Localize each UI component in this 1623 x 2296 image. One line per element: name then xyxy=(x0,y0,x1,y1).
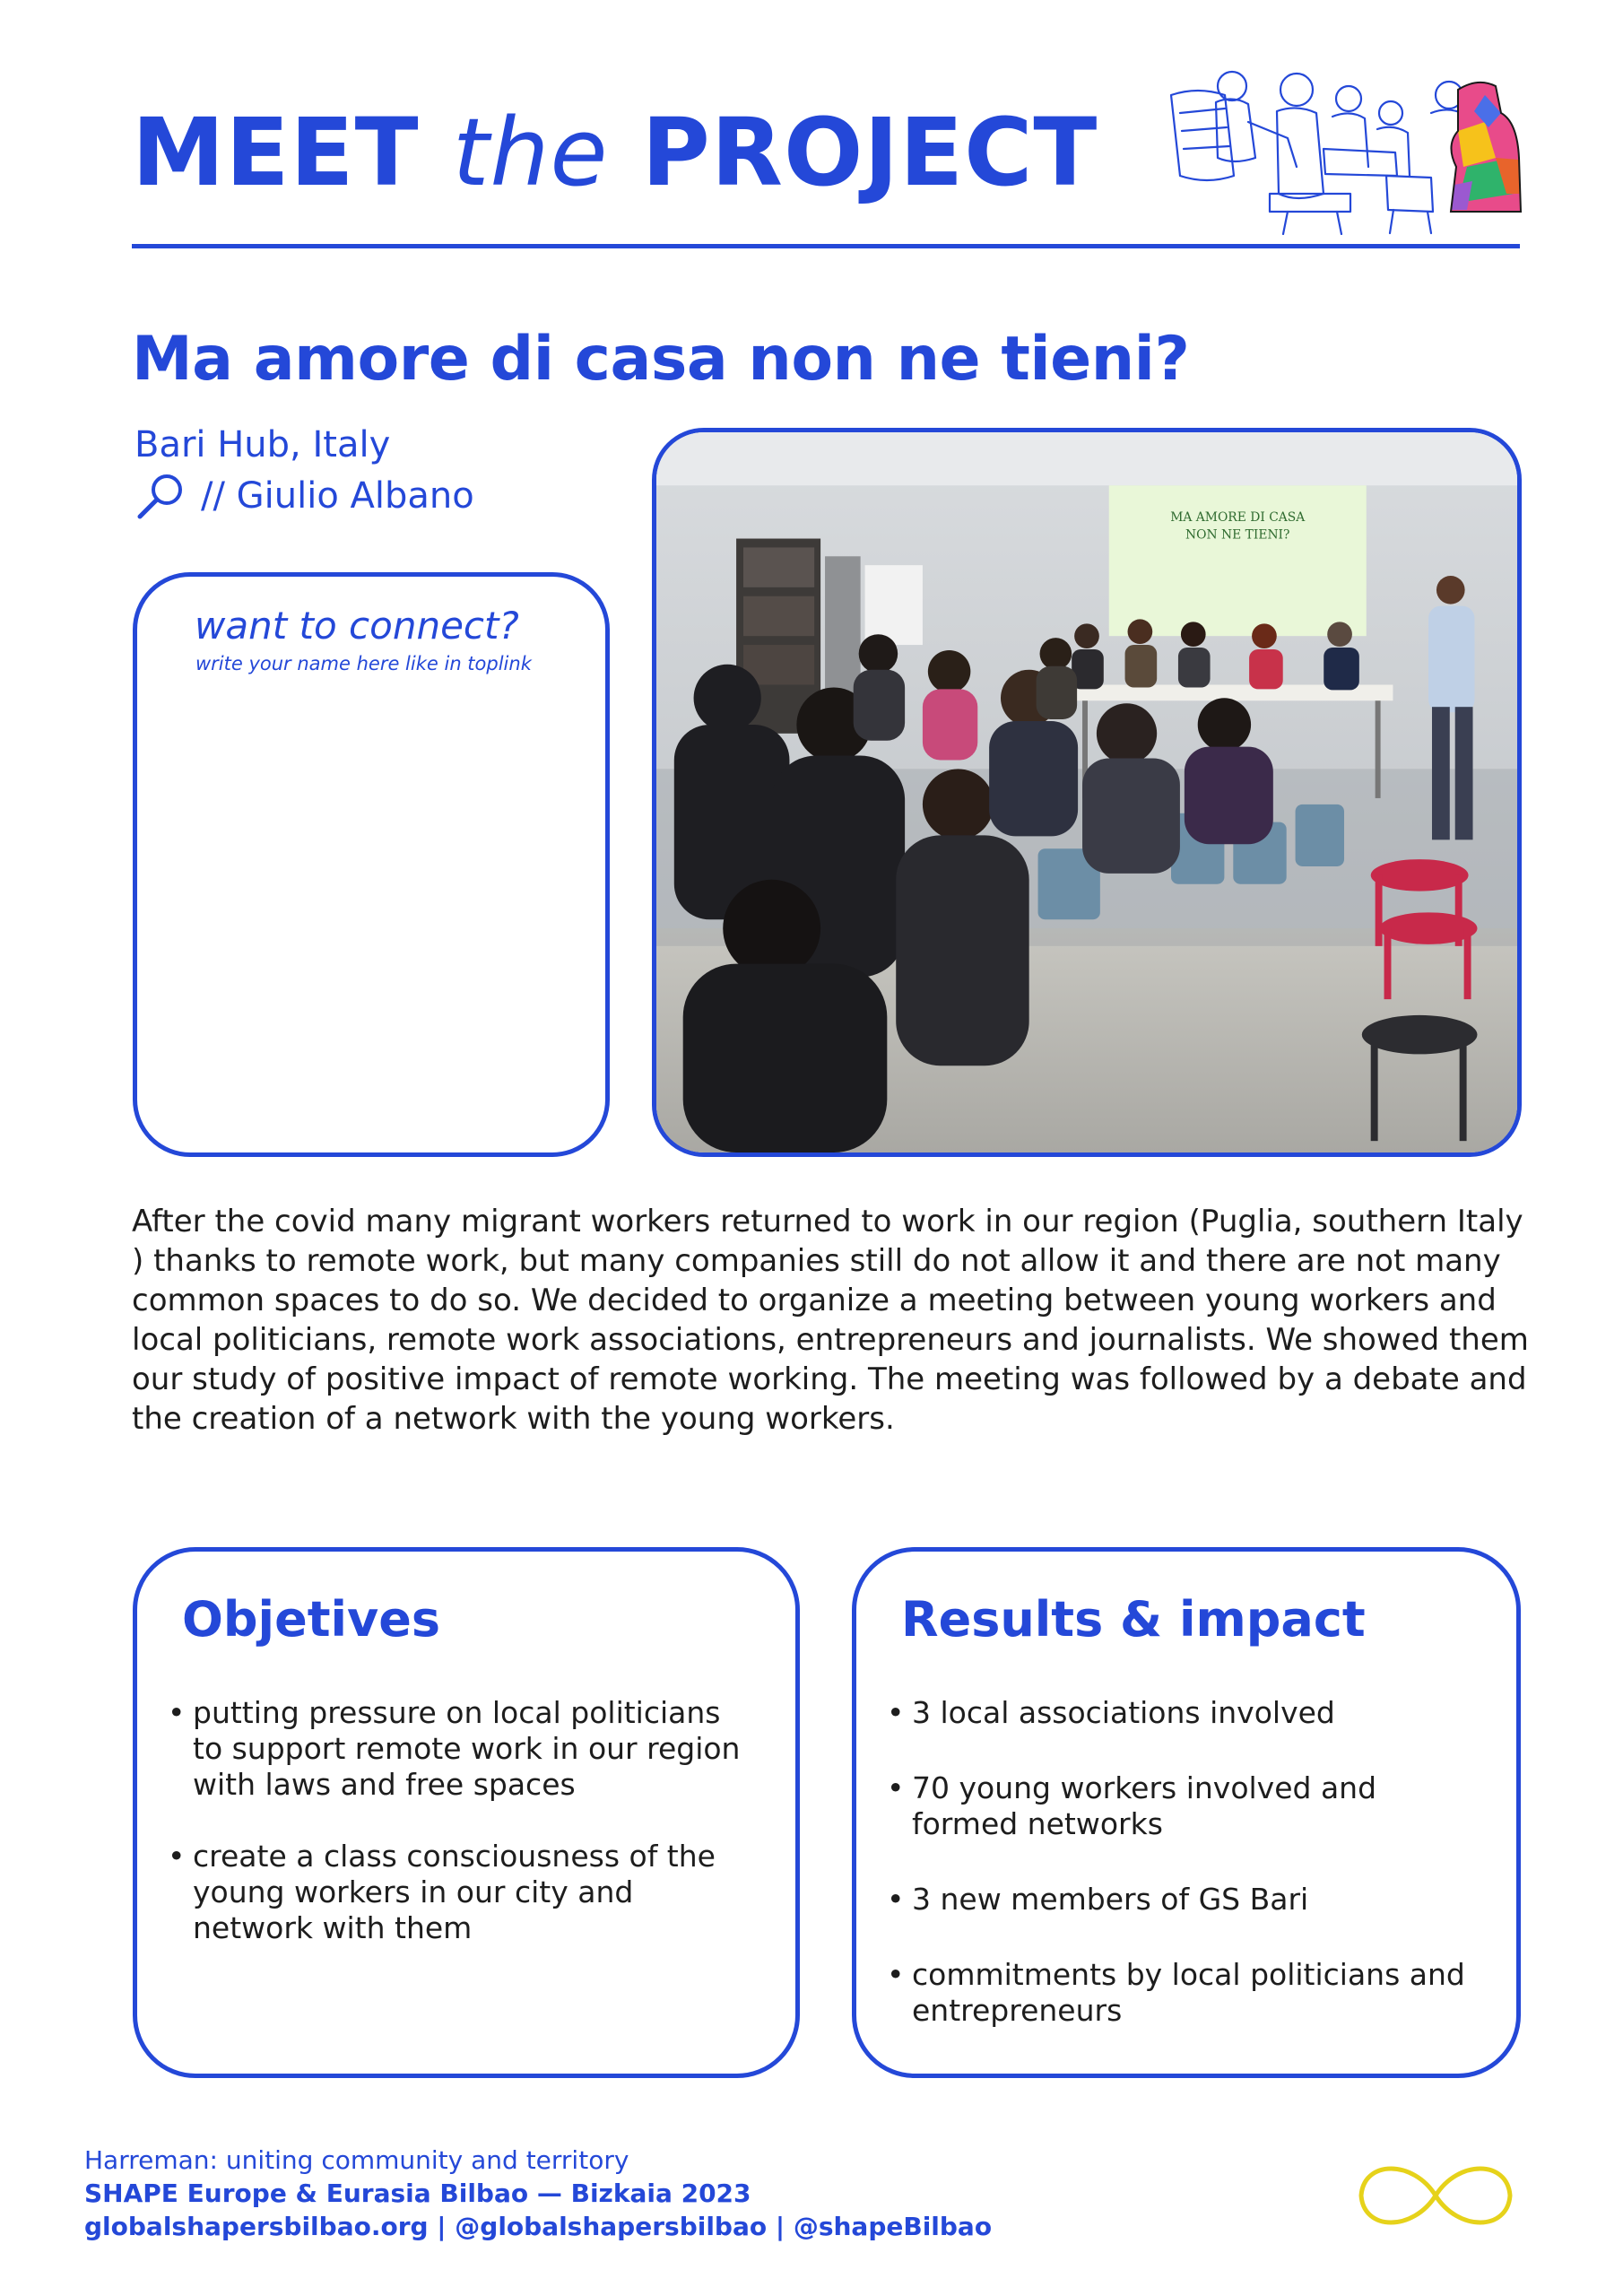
page-title xyxy=(132,98,1098,207)
author-name: // Giulio Albano xyxy=(201,475,474,517)
infinity-logo xyxy=(1350,2151,1521,2240)
results-heading: Results & impact xyxy=(901,1591,1366,1648)
objectives-list xyxy=(168,1695,759,1982)
list-item: • 70 young workers involved and formed networks xyxy=(887,1770,1479,1842)
list-item: • 3 local associations involved xyxy=(887,1695,1479,1731)
objectives-heading: Objetives xyxy=(182,1591,440,1648)
results-list xyxy=(887,1695,1479,2068)
project-title: Ma amore di casa non ne tieni? xyxy=(132,324,1190,395)
magnifier-icon xyxy=(135,470,187,522)
list-item: • create a class consciousness of the young workers in our city and network with them xyxy=(168,1839,759,1946)
title-the: the xyxy=(452,98,609,207)
author-line xyxy=(135,470,474,522)
title-project: PROJECT xyxy=(641,98,1098,207)
list-item: • 3 new members of GS Bari xyxy=(887,1882,1479,1918)
connect-box[interactable] xyxy=(133,572,610,1157)
hub-location: Bari Hub, Italy xyxy=(135,424,391,465)
list-item: • commitments by local politicians and entrepreneurs xyxy=(887,1957,1479,2029)
connect-hint: write your name here like in toplink xyxy=(195,653,532,674)
footer xyxy=(84,2144,992,2243)
footer-event: SHAPE Europe & Eurasia Bilbao — Bizkaia 2023 xyxy=(84,2179,751,2208)
footer-tagline: Harreman: uniting community and territory xyxy=(84,2145,629,2175)
slide-line-1: MA AMORE DI CASA xyxy=(1170,509,1306,525)
title-meet: MEET xyxy=(132,98,420,207)
results-box xyxy=(852,1547,1521,2078)
footer-links[interactable]: globalshapersbilbao.org | @globalshapersbilbao | @shapeBilbao xyxy=(84,2212,993,2241)
project-description: After the covid many migrant workers returned to work in our region (Puglia, southern Italy ) thanks to remote work, but many companies still do not allow it and there are not many common spaces to do so. We decided to organize a meeting between young workers and local politicians, remote work associations, entrepreneurs and journalists. We showed them our study of positive impact of remote working. The meeting was followed by a debate and the creation of a network with the young workers. xyxy=(132,1204,1529,1437)
objectives-box xyxy=(133,1547,800,2078)
slide-line-2: NON NE TIENI? xyxy=(1185,527,1290,543)
people-at-table-illustration xyxy=(1162,59,1524,235)
event-photo xyxy=(652,428,1522,1157)
header-divider xyxy=(132,244,1520,248)
list-item: • putting pressure on local politicians to support remote work in our region with laws and free spaces xyxy=(168,1695,759,1803)
connect-question: want to connect? xyxy=(195,604,519,648)
